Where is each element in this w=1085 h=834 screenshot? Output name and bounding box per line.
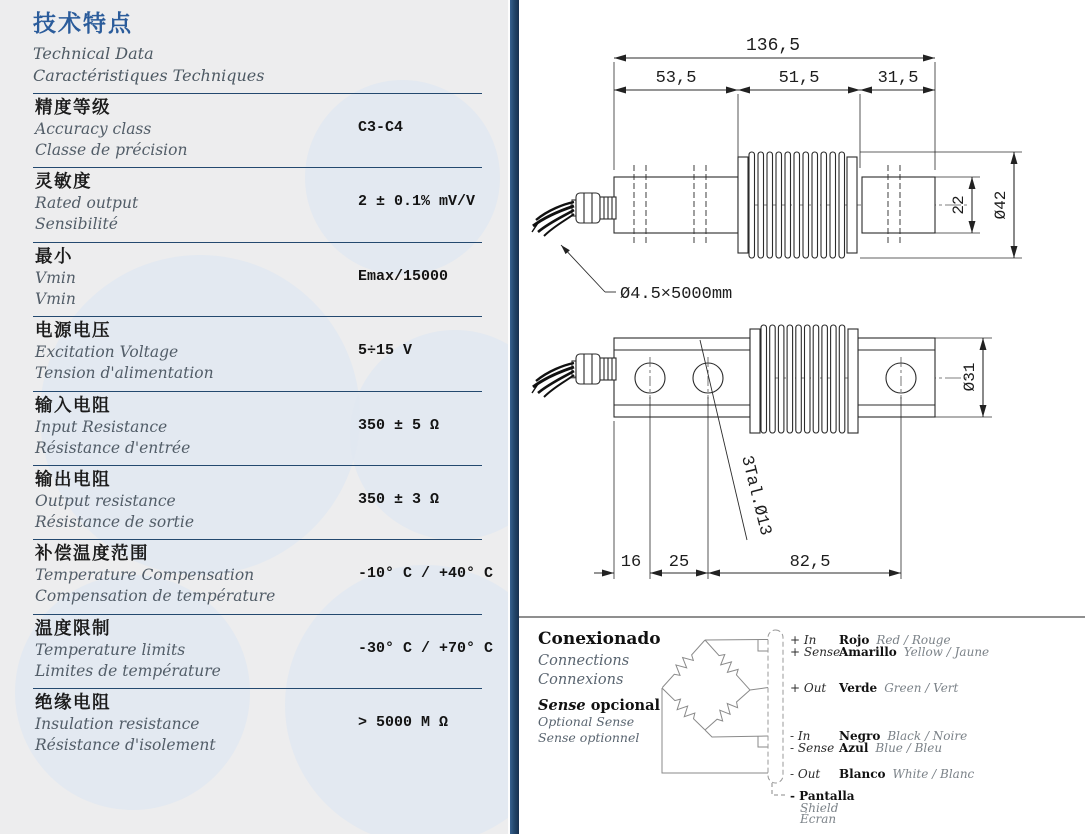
wire-row-minus-sense [790, 741, 942, 755]
wire-row-plus-out [790, 681, 958, 695]
wire-row-minus-out [790, 767, 974, 781]
spec-label-cn: 温度限制 [35, 617, 111, 638]
spec-table [33, 93, 494, 763]
dim-right: 31,5 [877, 69, 919, 88]
wire-translation: Yellow / Jaune [903, 645, 990, 659]
spec-label-fr: Compensation de température [35, 587, 276, 606]
spec-label-fr: Classe de précision [35, 141, 188, 159]
wire-color-name: Amarillo [839, 645, 897, 659]
sense-optional-title: Sense opcional [538, 697, 660, 714]
spec-row-output-resistance [33, 465, 482, 539]
spec-label-en: Output resistance [35, 491, 176, 510]
spec-row-temp-compensation [33, 539, 494, 613]
page-title: 技术特点 [33, 10, 133, 36]
spec-label-en: Accuracy class [35, 120, 152, 138]
spec-label-cn: 绝缘电阻 [35, 692, 111, 713]
holes-label: 3Tal.Ø13 [736, 453, 775, 538]
spec-value: Emax/15000 [358, 267, 449, 285]
drawings-panel [519, 0, 1085, 834]
wire-translation: Black / Noire [887, 729, 968, 743]
section-separator [519, 616, 1085, 618]
spec-value: > 5000 M Ω [358, 714, 449, 732]
cable-strands [532, 202, 574, 236]
sense-optional-fr: Sense optionnel [538, 729, 640, 745]
spec-label-cn: 输出电阻 [35, 468, 111, 489]
spec-value: -10° C / +40° C [358, 565, 494, 583]
technical-data-panel [0, 0, 508, 834]
spec-label-fr: Tension d'alimentation [35, 364, 214, 383]
spec-value: 350 ± 3 Ω [358, 490, 440, 508]
bellows-ribs [749, 152, 845, 258]
dim-b: 25 [668, 553, 690, 572]
sense-optional-en: Optional Sense [538, 714, 635, 729]
side-view-drawing [530, 20, 1085, 305]
spec-row-input-resistance [33, 391, 482, 465]
spec-label-cn: 最小 [35, 245, 73, 266]
cable-gland [572, 354, 616, 384]
spec-value: 350 ± 5 Ω [358, 416, 440, 434]
spec-label-cn: 补偿温度范围 [35, 543, 149, 564]
spec-label-fr: Vmin [35, 289, 76, 308]
spec-label-fr: Résistance d'isolement [35, 736, 216, 755]
spec-label-en: Excitation Voltage [35, 343, 179, 362]
spec-value: C3-C4 [358, 119, 404, 136]
wire-translation: Red / Rouge [876, 633, 951, 647]
spec-label-en: Temperature limits [35, 640, 186, 659]
spec-label-fr: Sensibilité [35, 215, 118, 234]
wire-translation: White / Blanc [892, 767, 975, 781]
connections-sub-en: Connections [538, 653, 630, 669]
page-subtitle-fr: Caractéristiques Techniques [33, 66, 265, 85]
wire-signal: + Sense [790, 645, 841, 659]
spec-label-en: Input Resistance [35, 417, 168, 436]
wire-signal: + In [790, 633, 817, 647]
spec-row-temp-limits [33, 614, 494, 688]
dim-c: 82,5 [789, 553, 831, 572]
wire-translation: Blue / Bleu [875, 741, 943, 755]
spec-value: 5÷15 V [358, 342, 413, 360]
page-subtitle-en: Technical Data [33, 44, 154, 63]
wire-translation: Green / Vert [884, 681, 959, 695]
spec-row-vmin [33, 242, 482, 316]
shield-label-en: Shield [800, 801, 839, 815]
dim-a: 16 [620, 553, 642, 572]
dim-diameter: Ø42 [992, 190, 1010, 220]
wire-color-name: Rojo [839, 633, 870, 647]
dim-total: 136,5 [745, 36, 801, 56]
connections-title: Conexionado [538, 629, 661, 649]
spec-label-en: Temperature Compensation [35, 566, 255, 585]
wire-signal: - Sense [790, 741, 835, 755]
wire-row-plus-sense [790, 645, 989, 659]
wire-signal: - Pantalla [790, 789, 855, 803]
spec-value: 2 ± 0.1% mV/V [358, 193, 476, 211]
spec-row-excitation [33, 316, 482, 390]
spec-label-fr: Résistance de sortie [35, 512, 195, 531]
dim-left: 53,5 [655, 69, 697, 88]
wire-signal: + Out [790, 681, 827, 695]
dim-diameter: Ø31 [961, 362, 979, 392]
spec-label-cn: 电源电压 [35, 320, 111, 341]
spec-label-en: Insulation resistance [35, 715, 200, 734]
spec-value: -30° C / +70° C [358, 639, 494, 657]
spec-row-accuracy [33, 93, 482, 167]
wire-color-name: Negro [839, 729, 881, 743]
wire-signal: - In [790, 729, 811, 743]
spec-label-fr: Résistance d'entrée [35, 438, 191, 457]
bellows-ribs [761, 325, 845, 433]
spec-label-cn: 精度等级 [35, 97, 111, 117]
wire-color-name: Verde [839, 681, 878, 695]
title-block [33, 5, 264, 87]
spec-row-rated-output [33, 167, 482, 241]
wire-color-name: Azul [839, 741, 869, 755]
vertical-divider [510, 0, 519, 834]
connections-sub-fr: Connexions [538, 671, 624, 688]
wire-color-name: Blanco [839, 767, 886, 781]
dim-height: 22 [950, 195, 968, 215]
spec-label-fr: Limites de température [35, 661, 221, 680]
dim-mid: 51,5 [778, 69, 820, 88]
cable-label: Ø4.5×5000mm [620, 285, 733, 304]
wire-signal: - Out [790, 767, 821, 781]
cable-gland [572, 193, 616, 223]
spec-label-cn: 灵敏度 [35, 171, 92, 192]
shield-label-fr: Écran [800, 812, 837, 826]
cable-strands [532, 363, 574, 397]
bridge-diagram [640, 622, 790, 832]
spec-label-en: Rated output [35, 194, 139, 213]
spec-label-en: Vmin [35, 268, 76, 287]
plan-view-drawing [530, 305, 1085, 605]
spec-row-insulation [33, 688, 482, 762]
spec-label-cn: 输入电阻 [35, 394, 111, 415]
